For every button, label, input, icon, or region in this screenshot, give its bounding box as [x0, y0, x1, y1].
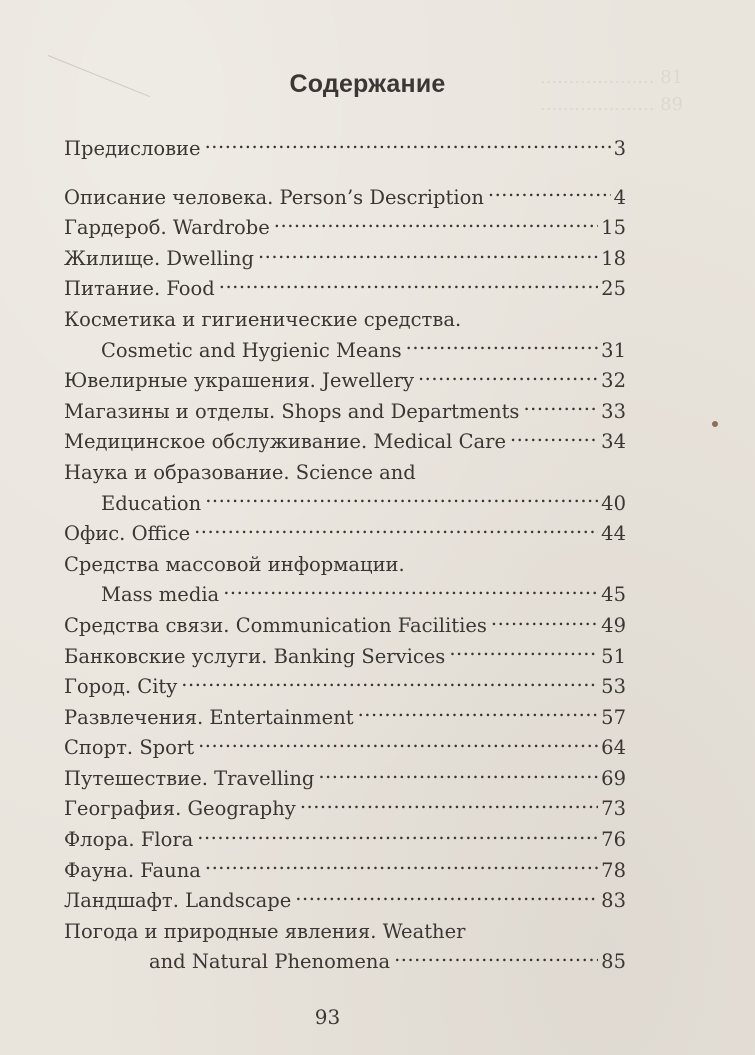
toc-entry-line — [64, 458, 626, 489]
dot-leader — [219, 276, 598, 296]
toc-entry-label: Жилище. Dwelling — [64, 246, 254, 270]
toc-entry-label: Магазины и отделы. Shops and Departments — [64, 399, 520, 423]
toc-entry-label: География. Geography — [64, 797, 296, 821]
toc-entry-continuation-line — [64, 336, 626, 367]
toc-entry-line — [64, 672, 626, 703]
toc-entry[interactable] — [64, 703, 626, 734]
toc-entry[interactable] — [64, 642, 626, 673]
toc-entry-page-number: 57 — [601, 705, 626, 729]
paper-stain-dot — [712, 421, 718, 427]
dot-leader — [205, 490, 598, 510]
dot-leader — [523, 398, 598, 418]
toc-entry-label: Средства массовой информации. — [64, 552, 405, 576]
toc-entry[interactable] — [64, 550, 626, 611]
dot-leader — [300, 796, 598, 816]
toc-entry[interactable] — [64, 856, 626, 887]
toc-entry-line — [64, 274, 626, 305]
dot-leader — [318, 765, 598, 785]
toc-entry-continuation-line — [64, 947, 626, 978]
toc-entry-page-number: 51 — [601, 644, 626, 668]
dot-leader — [258, 245, 598, 265]
toc-entry-label: Education — [101, 491, 202, 515]
page-number: 93 — [314, 1005, 341, 1029]
toc-entry[interactable] — [64, 825, 626, 856]
dot-leader — [197, 827, 598, 847]
toc-entry-page-number: 15 — [601, 216, 626, 240]
toc-entry[interactable] — [64, 611, 626, 642]
toc-entry[interactable] — [64, 672, 626, 703]
toc-entry-line — [64, 825, 626, 856]
toc-entry-line — [64, 183, 626, 214]
toc-entry-page-number: 44 — [601, 522, 626, 546]
toc-entry-continuation-line — [64, 580, 626, 611]
bleed-through-text: .................... 81 .................... 89 — [540, 67, 684, 115]
toc-entry-page-number: 31 — [601, 338, 626, 362]
toc-entry-label: Питание. Food — [64, 277, 215, 301]
dot-leader — [488, 184, 611, 204]
toc-entry-page-number: 78 — [601, 858, 626, 882]
toc-entry-label: Описание человека. Person’s Description — [64, 185, 484, 209]
dot-leader — [394, 949, 598, 969]
toc-entry-label: Банковские услуги. Banking Services — [64, 644, 446, 668]
toc-entry-label: Ландшафт. Landscape — [64, 889, 292, 913]
toc-entry-line — [64, 856, 626, 887]
toc-entry-label: Город. City — [64, 675, 178, 699]
toc-entry-page-number: 34 — [601, 430, 626, 454]
toc-entry[interactable] — [64, 213, 626, 244]
toc-entry-page-number: 3 — [613, 137, 626, 160]
toc-entry-line — [64, 886, 626, 917]
toc-entry-label: Cosmetic and Hygienic Means — [101, 338, 402, 362]
toc-entry[interactable] — [64, 397, 626, 428]
toc-entry-page-number: 53 — [601, 675, 626, 699]
toc-entry[interactable] — [64, 917, 626, 978]
toc-entry-line — [64, 305, 626, 336]
dot-leader — [205, 857, 598, 877]
toc-entry-page-number: 85 — [601, 950, 626, 974]
dot-leader — [205, 136, 611, 156]
toc-entry-page-number: 25 — [601, 277, 626, 301]
toc-entry-page-number: 64 — [601, 736, 626, 760]
toc-entry-label: Погода и природные явления. Weather — [64, 919, 466, 943]
dot-leader — [295, 888, 598, 908]
toc-entry-label: Ювелирные украшения. Jewellery — [64, 369, 414, 393]
dot-leader — [198, 735, 598, 755]
toc-entry[interactable] — [64, 274, 626, 305]
toc-entry-page-number: 40 — [601, 491, 626, 515]
toc-entry-line — [64, 642, 626, 673]
toc-entry-label: Наука и образование. Science and — [64, 460, 416, 484]
toc-entry-page-number: 49 — [601, 613, 626, 637]
toc-entry-label: Медицинское обслуживание. Medical Care — [64, 430, 506, 454]
toc-entry-line — [64, 397, 626, 428]
toc-entry-page-number: 45 — [601, 583, 626, 607]
toc-entry-line — [64, 427, 626, 458]
toc-entry-line — [64, 134, 626, 165]
toc-entry[interactable] — [64, 886, 626, 917]
table-of-contents — [64, 134, 626, 978]
dot-leader — [418, 368, 598, 388]
toc-entry-label: and Natural Phenomena — [149, 950, 391, 974]
toc-entry[interactable] — [64, 519, 626, 550]
dot-leader — [449, 643, 598, 663]
toc-entry[interactable] — [64, 794, 626, 825]
dot-leader — [491, 612, 598, 632]
toc-entry[interactable] — [64, 244, 626, 275]
toc-entry[interactable] — [64, 183, 626, 214]
toc-entry[interactable] — [64, 427, 626, 458]
toc-entry-label: Фауна. Fauna — [64, 858, 201, 882]
toc-entry-line — [64, 733, 626, 764]
toc-entry-line — [64, 611, 626, 642]
toc-entry[interactable] — [64, 458, 626, 519]
toc-entry-line — [64, 917, 626, 948]
toc-entry-page-number: 76 — [601, 828, 626, 852]
toc-entry-label: Флора. Flora — [64, 828, 194, 852]
toc-title: Содержание — [289, 70, 446, 98]
toc-entry-label: Средства связи. Communication Facilities — [64, 613, 487, 637]
toc-entry-line — [64, 366, 626, 397]
toc-entry-page-number: 73 — [601, 797, 626, 821]
toc-entry-page-number: 33 — [601, 399, 626, 423]
toc-entry-page-number: 4 — [613, 185, 626, 209]
toc-entry-line — [64, 764, 626, 795]
toc-entry-label: Предисловие — [64, 137, 201, 160]
toc-entry-continuation-line — [64, 489, 626, 520]
toc-entry[interactable] — [64, 764, 626, 795]
toc-entry[interactable] — [64, 134, 626, 165]
toc-entry-label: Гардероб. Wardrobe — [64, 216, 270, 240]
dot-leader — [510, 429, 598, 449]
toc-entry-line — [64, 794, 626, 825]
toc-entry-line — [64, 550, 626, 581]
toc-entry-label: Спорт. Sport — [64, 736, 195, 760]
toc-entry-page-number: 32 — [601, 369, 626, 393]
toc-entry-label: Косметика и гигиенические средства. — [64, 307, 462, 331]
toc-entry-label: Развлечения. Entertainment — [64, 705, 354, 729]
dot-leader — [358, 704, 599, 724]
dot-leader — [194, 521, 598, 541]
dot-leader — [223, 582, 598, 602]
toc-entry[interactable] — [64, 305, 626, 366]
toc-entry-line — [64, 519, 626, 550]
toc-entry-page-number: 18 — [601, 246, 626, 270]
toc-entry-line — [64, 213, 626, 244]
toc-entry[interactable] — [64, 366, 626, 397]
toc-entry-line — [64, 244, 626, 275]
dot-leader — [274, 215, 598, 235]
toc-entry[interactable] — [64, 733, 626, 764]
dot-leader — [181, 674, 598, 694]
dot-leader — [406, 337, 599, 357]
toc-entry-label: Путешествие. Travelling — [64, 766, 315, 790]
toc-entry-label: Офис. Office — [64, 522, 191, 546]
toc-entry-label: Mass media — [101, 583, 220, 607]
toc-entry-line — [64, 703, 626, 734]
toc-entry-page-number: 83 — [601, 889, 626, 913]
toc-entry-page-number: 69 — [601, 766, 626, 790]
